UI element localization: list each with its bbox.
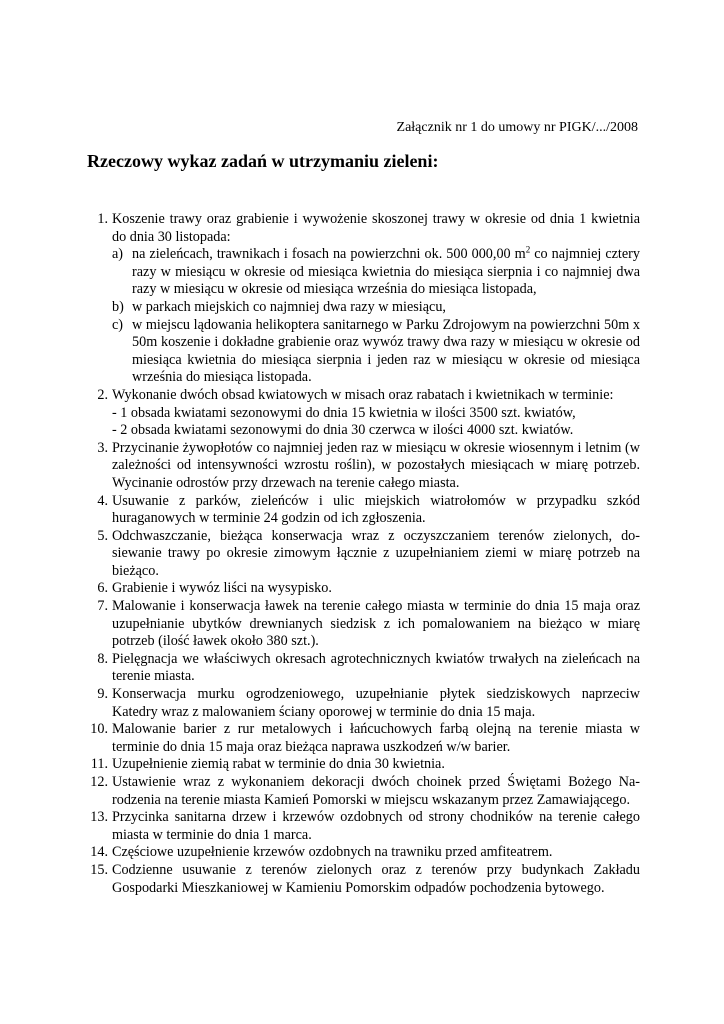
superscript: 2 bbox=[525, 244, 531, 255]
item-text: Usuwanie z parków, zieleńców i ulic miejskich wiatrołomów w przypadku szkód huraganowych w terminie 24 godzin od ich zgłoszenia. bbox=[112, 492, 640, 527]
item-number: 11. bbox=[90, 756, 108, 773]
list-item bbox=[84, 440, 640, 493]
list-item bbox=[84, 211, 640, 387]
list-item bbox=[84, 387, 640, 440]
item-number: 7. bbox=[97, 598, 108, 615]
sub-item bbox=[112, 246, 640, 299]
list-item bbox=[84, 844, 640, 862]
item-text: Koszenie trawy oraz grabienie i wywożenie skoszonej trawy w okresie od dnia 1 kwietnia do dnia 30 listopada: bbox=[112, 211, 640, 245]
list-item bbox=[84, 651, 640, 686]
list-item bbox=[84, 756, 640, 774]
item-number: 15. bbox=[90, 861, 108, 878]
sub-item-label: a) bbox=[112, 246, 124, 263]
list-item bbox=[84, 580, 640, 598]
list-item bbox=[84, 493, 640, 528]
sub-item-label: b) bbox=[112, 298, 124, 315]
item-number: 13. bbox=[90, 809, 108, 826]
item-number: 9. bbox=[97, 686, 108, 703]
item-text: Konserwacja murku ogrodzeniowego, uzupełnianie płytek siedziskowych naprzeciw Katedry wraz z malowaniem ściany oporowej w terminie do dnia 15 maja. bbox=[112, 686, 640, 720]
item-text: Ustawienie wraz z wykonaniem dekoracji dwóch choinek przed Świętami Bożego Na-rodzenia na terenie miasta Kamień Pomorski w miejscu wskazanym przez Zamawiającego. bbox=[112, 774, 640, 808]
item-line: - 1 obsada kwiatami sezonowymi do dnia 15 kwietnia w ilości 3500 szt. kwiatów, bbox=[112, 404, 576, 421]
item-number: 14. bbox=[90, 844, 108, 861]
list-item bbox=[84, 686, 640, 721]
item-line: - 2 obsada kwiatami sezonowymi do dnia 30 czerwca w ilości 4000 szt. kwiatów. bbox=[112, 422, 574, 439]
sub-item-label: c) bbox=[112, 316, 124, 333]
sub-item-text: w parkach miejskich co najmniej dwa razy w miesiącu, bbox=[132, 298, 446, 315]
item-text: Malowanie barier z rur metalowych i łańcuchowych farbą olejną na terenie miasta w terminie do dnia 15 maja oraz bieżąca naprawa uszkodzeń w/w barier. bbox=[112, 721, 640, 755]
item-number: 12. bbox=[90, 774, 108, 790]
item-text: Grabienie i wywóz liści na wysypisko. bbox=[112, 580, 332, 597]
item-number: 3. bbox=[97, 439, 108, 456]
task-list bbox=[84, 211, 640, 897]
list-item bbox=[84, 721, 640, 756]
item-number: 10. bbox=[90, 721, 108, 738]
list-item bbox=[84, 809, 640, 844]
sub-item-text: na zieleńcach, trawnikach i fosach na powierzchni ok. 500 000,00 $m^2$ co najmniej cztery razy w miesiącu w okresie od miesiąca kwietnia do miesiąca sierpnia i co najmniej dwa razy w miesiącu w okresie od miesiąca września do miesiąca listopada, bbox=[132, 244, 640, 298]
sub-item bbox=[112, 317, 640, 387]
item-number: 2. bbox=[97, 386, 108, 403]
item-text: Pielęgnacja we właściwych okresach agrotechnicznych kwiatów trwałych na zieleńcach na terenie miasta. bbox=[112, 650, 640, 685]
sub-item bbox=[112, 299, 640, 317]
item-text: Częściowe uzupełnienie krzewów ozdobnych na trawniku przed amfiteatrem. bbox=[112, 844, 553, 861]
item-text: Malowanie i konserwacja ławek na terenie całego miasta w terminie do dnia 15 maja oraz uzupełnianie ubytków drewnianych siedzisk z ich pomalowaniem na bieżąco w miarę potrzeb (ilość ławek około 380 szt.). bbox=[112, 598, 640, 650]
item-text: Odchwaszczanie, bieżąca konserwacja wraz z oczyszczaniem terenów zielonych, do-siewanie trawy po okresie zimowym łącznie z uzupełnianiem ziemi w miarę potrzeb na bieżąco. bbox=[112, 527, 640, 579]
item-number: 6. bbox=[97, 580, 108, 597]
item-text: Przycinka sanitarna drzew i krzewów ozdobnych od strony chodników na terenie całego miasta w terminie do dnia 1 marca. bbox=[112, 809, 640, 843]
item-text: Codzienne usuwanie z terenów zielonych oraz z terenów przy budynkach Zakładu Gospodarki Mieszkaniowej w Kamieniu Pomorskim odpadów pochodzenia bytowego. bbox=[112, 861, 640, 896]
list-item bbox=[84, 774, 640, 809]
item-text: Wykonanie dwóch obsad kwiatowych w misach oraz rabatach i kwietnikach w terminie: bbox=[112, 386, 614, 403]
list-item bbox=[84, 862, 640, 897]
item-number: 4. bbox=[97, 492, 108, 509]
annex-reference: Załącznik nr 1 do umowy nr PIGK/.../2008 bbox=[396, 120, 638, 135]
item-number: 5. bbox=[97, 527, 108, 544]
list-item bbox=[84, 598, 640, 651]
page-title: Rzeczowy wykaz zadań w utrzymaniu zieleni: bbox=[87, 151, 439, 171]
sub-item-text: w miejscu lądowania helikoptera sanitarnego w Parku Zdrojowym na powierzchni 50m x 50m koszenie i dokładne grabienie oraz wywóz trawy dwa razy w miesiącu w okresie od miesiąca kwietnia do miesiąca sierpnia i jeden raz w miesiącu w okresie od miesiąca września do miesiąca listopada. bbox=[132, 316, 640, 386]
item-number: 8. bbox=[97, 650, 108, 667]
item-text: Przycinanie żywopłotów co najmniej jeden raz w miesiącu w okresie wiosennym i letnim (w zależności od intensywności wzrostu roślin), w pozostałych miesiącach w miarę potrzeb. Wycinanie odrostów przy drzewach na terenie całego miasta. bbox=[112, 439, 640, 491]
list-item bbox=[84, 528, 640, 581]
item-number: 1. bbox=[97, 211, 108, 227]
item-text: Uzupełnienie ziemią rabat w terminie do dnia 30 kwietnia. bbox=[112, 756, 445, 773]
